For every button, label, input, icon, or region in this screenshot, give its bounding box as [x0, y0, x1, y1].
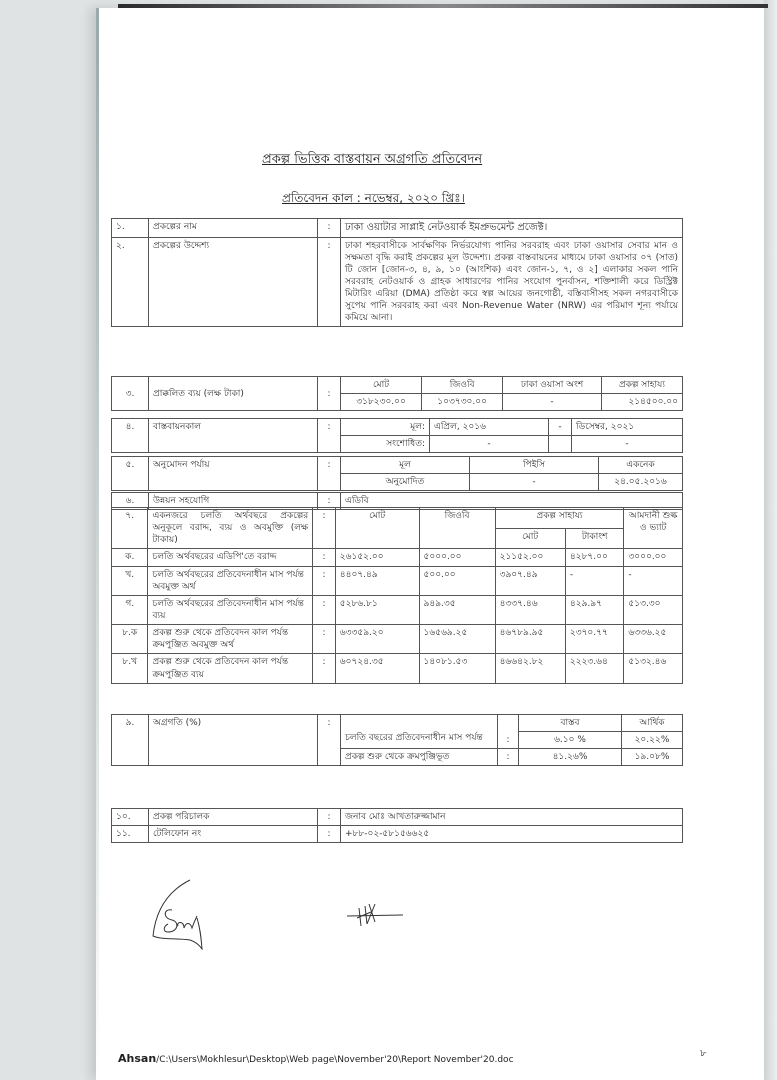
- footer-author: Ahsan: [118, 1052, 157, 1065]
- colon: :: [318, 419, 341, 453]
- alloc-duty-vat: -: [624, 566, 683, 595]
- approval-header-original: মূল: [341, 457, 470, 474]
- row-number: ১১.: [112, 826, 149, 843]
- row-number: গ.: [112, 595, 148, 624]
- colon: :: [318, 237, 341, 327]
- alloc-pa-total: ২১১৫২.০০: [495, 549, 565, 566]
- alloc-duty-vat: ৬৩৩৬.২৫: [624, 625, 683, 654]
- table-director: [111, 808, 683, 843]
- colon: :: [318, 809, 341, 826]
- alloc-header-project-aid: প্রকল্প সাহায্য: [495, 508, 624, 529]
- row-label: প্রকল্প শুরু থেকে প্রতিবেদন কাল পর্যন্ত ক্রমপুঞ্জিত অবমুক্ত অর্থ: [148, 625, 313, 654]
- empty-cell: [549, 436, 572, 453]
- alloc-total: ৫২৮৬.৮১: [335, 595, 419, 624]
- table-row-allocation: [112, 625, 683, 654]
- row-number: ২.: [112, 237, 149, 327]
- background-edge: [764, 0, 777, 1080]
- original-label: মূল:: [341, 419, 430, 436]
- table-row-project-name: [112, 219, 683, 238]
- alloc-pa-total: ৪৬৭৮৯.৯৫: [495, 625, 565, 654]
- colon: :: [313, 654, 336, 683]
- approval-original: অনুমোদিত: [341, 474, 470, 491]
- row-label: প্রকল্প পরিচালক: [149, 809, 318, 826]
- row-number: ১০.: [112, 809, 149, 826]
- table-allocation-expenditure: [111, 507, 683, 684]
- alloc-header-total: মোট: [335, 508, 419, 549]
- row-label: প্রকল্প শুরু থেকে প্রতিবেদন কাল পর্যন্ত ক্রমপুঞ্জিত ব্যয়: [148, 654, 313, 683]
- table-row-alloc-header: [112, 508, 683, 529]
- original-start: এপ্রিল, ২০১৬: [430, 419, 549, 436]
- colon: :: [318, 493, 341, 510]
- table-row-allocation: [112, 566, 683, 595]
- alloc-gob: ১৪০৮১.৫৩: [419, 654, 495, 683]
- cost-header-project-aid: প্রকল্প সাহায্য: [601, 377, 682, 394]
- revised-label: সংশোধিত:: [341, 436, 430, 453]
- row-label: প্রকল্পের নাম: [149, 219, 318, 238]
- alloc-total: ৬৩৩৫৯.২০: [335, 625, 419, 654]
- alloc-gob: ৫০০.০০: [419, 566, 495, 595]
- progress-cumulative-financial: ১৯.০৮%: [622, 749, 683, 766]
- table-row-project-director: [112, 809, 683, 826]
- alloc-pa-total: ৪৬৬৪২.৮২: [495, 654, 565, 683]
- alloc-header-pa-taka: টাকাংশ: [565, 528, 624, 549]
- row-number: ৪.: [112, 419, 149, 453]
- cost-wasa: -: [503, 394, 602, 411]
- project-objective: ঢাকা শহরবাসীকে সার্বক্ষণিক নির্ভরযোগ্য পানির সরবরাহ এবং ঢাকা ওয়াসার সেবার মান ও সক্ষমতা বৃদ্ধি করাই প্রকল্পের মূল উদ্দেশ্য। প্রকল্প বাস্তবায়নের মাধ্যমে ঢাকা ওয়াসার ০৭ (সাত) টি জোন [জোন-৩, ৪, ৯, ১০ (আংশিক) এবং জোন-১, ৭, ও ২] এলাকার সকল পানি সরবরাহ নেটওয়ার্ক ও গ্রাহক সাধারণের পানির সংযোগ পুনর্বাসন, শক্তিশালী করে ডিস্ট্রিক্ট মিটারিং এরিয়া (DMA) প্রতিষ্ঠা করে স্বল্প আয়ের জনগোষ্ঠী, বস্তিবাসীসহ সকল নগরবাসীকে সুপেয় পানি সরবরাহ করা এবং Non-Revenue Water (NRW) এর পরিমাণ শূন্য পর্যায়ে কমিয়ে আনা।: [341, 237, 683, 327]
- cost-project-aid: ২১৪৫০০.০০: [601, 394, 682, 411]
- alloc-pa-taka: ৪২৮৭.০০: [565, 549, 624, 566]
- cost-total: ৩১৮২৩০.০০: [341, 394, 422, 411]
- signature-1: [150, 878, 230, 950]
- alloc-pa-total: ৩৯০৭.৪৯: [495, 566, 565, 595]
- row-number: খ.: [112, 566, 148, 595]
- page-top-edge: [118, 4, 768, 8]
- file-path-footer: [118, 1052, 514, 1065]
- row-label: চলতি অর্থবছরের প্রতিবেদনাধীন মাস পর্যন্ত অবমুক্ত অর্থ: [148, 566, 313, 595]
- project-name: ঢাকা ওয়াটার সাপ্লাই নেটওয়ার্ক ইমপ্রুভমেন্ট প্রজেক্ট।: [341, 219, 683, 238]
- revised-start: -: [430, 436, 549, 453]
- alloc-pa-taka: -: [565, 566, 624, 595]
- revised-end: -: [572, 436, 683, 453]
- table-row-progress-header: [112, 715, 683, 732]
- development-partner: এডিবি: [341, 493, 683, 510]
- signature-2: [345, 898, 405, 932]
- table-row-allocation: [112, 654, 683, 683]
- progress-header-financial: আর্থিক: [622, 715, 683, 732]
- alloc-duty-vat: ৫১৩২.৪৬: [624, 654, 683, 683]
- row-label: প্রাক্কলিত ব্যয় (লক্ষ টাকা): [149, 377, 318, 411]
- colon: :: [318, 377, 341, 411]
- colon: :: [318, 715, 341, 766]
- row-label: অগ্রগতি (%): [149, 715, 318, 766]
- alloc-header-pa-total: মোট: [495, 528, 565, 549]
- progress-label-current: চলতি বছরের প্রতিবেদনাধীন মাস পর্যন্ত: [341, 732, 498, 749]
- row-number: ৯.: [112, 715, 149, 766]
- alloc-header-duty-vat: আমদানী শুল্ক ও ভ্যাট: [624, 508, 683, 549]
- alloc-gob: ৫০০০.০০: [419, 549, 495, 566]
- approval-header-pec: পিইসি: [470, 457, 599, 474]
- cost-header-wasa: ঢাকা ওয়াসা অংশ: [503, 377, 602, 394]
- table-implementation-period: [111, 418, 683, 453]
- table-row-original-period: [112, 419, 683, 436]
- row-number: ক.: [112, 549, 148, 566]
- table-row-telephone: [112, 826, 683, 843]
- colon: :: [318, 219, 341, 238]
- original-end: ডিসেম্বর, ২০২১: [572, 419, 683, 436]
- row-label: প্রকল্পের উদ্দেশ্য: [149, 237, 318, 327]
- table-row-allocation: [112, 595, 683, 624]
- alloc-pa-taka: ৪২৯.৯৭: [565, 595, 624, 624]
- progress-label-cumulative: প্রকল্প শুরু থেকে ক্রমপুঞ্জিভূত: [341, 749, 498, 766]
- approval-header-ecnec: একনেক: [599, 457, 683, 474]
- progress-current-financial: ২০.২২%: [622, 732, 683, 749]
- row-number: ৮.খ: [112, 654, 148, 683]
- row-number: ৭.: [112, 508, 148, 549]
- alloc-pa-total: ৪৩৩৭.৪৬: [495, 595, 565, 624]
- table-row-approval-headers: [112, 457, 683, 474]
- colon: :: [313, 595, 336, 624]
- alloc-gob: ৯৪৯.৩৫: [419, 595, 495, 624]
- row-number: ৫.: [112, 457, 149, 491]
- row-label: অনুমোদন পর্যায়: [149, 457, 318, 491]
- alloc-total: ৬০৭২৪.৩৫: [335, 654, 419, 683]
- progress-header-physical: বাস্তব: [519, 715, 622, 732]
- row-label: চলতি অর্থবছরের প্রতিবেদনাধীন মাস পর্যন্ত ব্যয়: [148, 595, 313, 624]
- approval-pec: -: [470, 474, 599, 491]
- progress-current-physical: ৬.১০ %: [519, 732, 622, 749]
- page-left-edge: [96, 8, 99, 1080]
- alloc-gob: ১৬৫৬৯.২৫: [419, 625, 495, 654]
- table-progress: [111, 714, 683, 766]
- empty-cell: [498, 715, 519, 732]
- alloc-pa-taka: ২২২৩.৬৪: [565, 654, 624, 683]
- colon: :: [313, 566, 336, 595]
- page-number: ৮: [700, 1048, 707, 1059]
- progress-cumulative-physical: ৪১.২৬%: [519, 749, 622, 766]
- alloc-duty-vat: ৩০০০.০০: [624, 549, 683, 566]
- table-row-objective: [112, 237, 683, 327]
- report-period: প্রতিবেদন কাল : নভেম্বর, ২০২০ খ্রিঃ।: [282, 191, 465, 205]
- row-label: চলতি অর্থবছরের এডিপি'তে বরাদ্দ: [148, 549, 313, 566]
- alloc-duty-vat: ৫১৩.৩০: [624, 595, 683, 624]
- alloc-total: ৪৪০৭.৪৯: [335, 566, 419, 595]
- colon: :: [313, 508, 336, 549]
- table-approval-stage: [111, 456, 683, 491]
- row-label: বাস্তবায়নকাল: [149, 419, 318, 453]
- table-estimated-cost: [111, 376, 683, 411]
- colon: :: [318, 457, 341, 491]
- alloc-header-gob: জিওবি: [419, 508, 495, 549]
- project-director: জনাব মোঃ আখতারুজ্জামান: [341, 809, 683, 826]
- colon: :: [318, 826, 341, 843]
- row-label: একনজরে চলতি অর্থবছরে প্রকল্পের অনুকূলে বরাদ্দ, ব্যয় ও অবমুক্তি (লক্ষ টাকায়): [148, 508, 313, 549]
- cost-gob: ১০৩৭৩০.০০: [422, 394, 503, 411]
- row-number: ৮.ক: [112, 625, 148, 654]
- telephone-number: +৮৮-০২-৫৮১৫৬৬২৫: [341, 826, 683, 843]
- colon: :: [313, 549, 336, 566]
- table-project-info: [111, 218, 683, 327]
- report-title: প্রকল্প ভিত্তিক বাস্তবায়ন অগ্রগতি প্রতিবেদন: [262, 152, 483, 167]
- colon: :: [313, 625, 336, 654]
- row-number: ৩.: [112, 377, 149, 411]
- alloc-pa-taka: ২৩৭০.৭৭: [565, 625, 624, 654]
- cost-header-total: মোট: [341, 377, 422, 394]
- colon: :: [498, 732, 519, 749]
- table-row-cost-headers: [112, 377, 683, 394]
- cost-header-gob: জিওবি: [422, 377, 503, 394]
- colon: :: [498, 749, 519, 766]
- period-dash: -: [549, 419, 572, 436]
- row-number: ৬.: [112, 493, 149, 510]
- approval-ecnec: ২৪.০৫.২০১৬: [599, 474, 683, 491]
- row-label: উন্নয়ন সহযোগি: [149, 493, 318, 510]
- table-row-allocation: [112, 549, 683, 566]
- row-number: ১.: [112, 219, 149, 238]
- empty-cell: [341, 715, 498, 732]
- alloc-total: ২৬১৫২.০০: [335, 549, 419, 566]
- footer-path: /C:\Users\Mokhlesur\Desktop\Web page\November'20\Report November'20.doc: [156, 1055, 514, 1065]
- row-label: টেলিফোন নং: [149, 826, 318, 843]
